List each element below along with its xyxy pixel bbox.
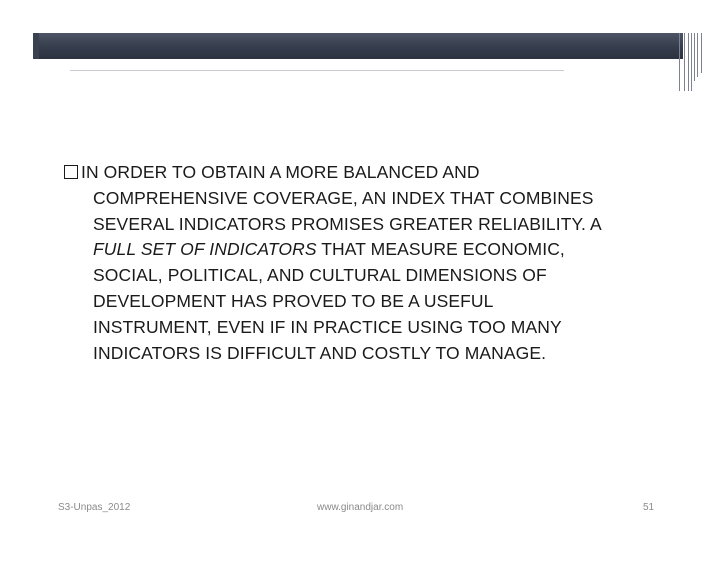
header-bar (33, 33, 683, 59)
header-decoration-lines (675, 33, 703, 93)
body-line-8: INDICATORS IS DIFFICULT AND COSTLY TO MANAGE. (93, 342, 547, 363)
footer-website: www.ginandjar.com (317, 502, 404, 513)
body-line-2: COMPREHENSIVE COVERAGE, AN INDEX THAT COMBINES (93, 187, 594, 208)
body-line-5: SOCIAL, POLITICAL, AND CULTURAL DIMENSIONS OF (93, 265, 547, 286)
body-line-3: SEVERAL INDICATORS PROMISES GREATER RELIABILITY. A (93, 213, 602, 234)
body-line-7: INSTRUMENT, EVEN IF IN PRACTICE USING TOO MANY (93, 316, 562, 337)
footer-left-label: S3-Unpas_2012 (58, 502, 131, 513)
page-number: 51 (643, 502, 655, 513)
hollow-square-bullet-icon (64, 165, 78, 179)
body-line-1: IN ORDER TO OBTAIN A MORE BALANCED AND (64, 160, 684, 186)
header-divider (70, 70, 564, 71)
emphasis-phrase: FULL SET OF INDICATORS (93, 239, 317, 260)
body-line-6: DEVELOPMENT HAS PROVED TO BE A USEFUL (93, 290, 494, 311)
body-line-4: FULL SET OF INDICATORS THAT MEASURE ECONOMIC, (93, 239, 565, 260)
slide-body-text (64, 160, 684, 366)
header-tab-accent (33, 33, 39, 59)
